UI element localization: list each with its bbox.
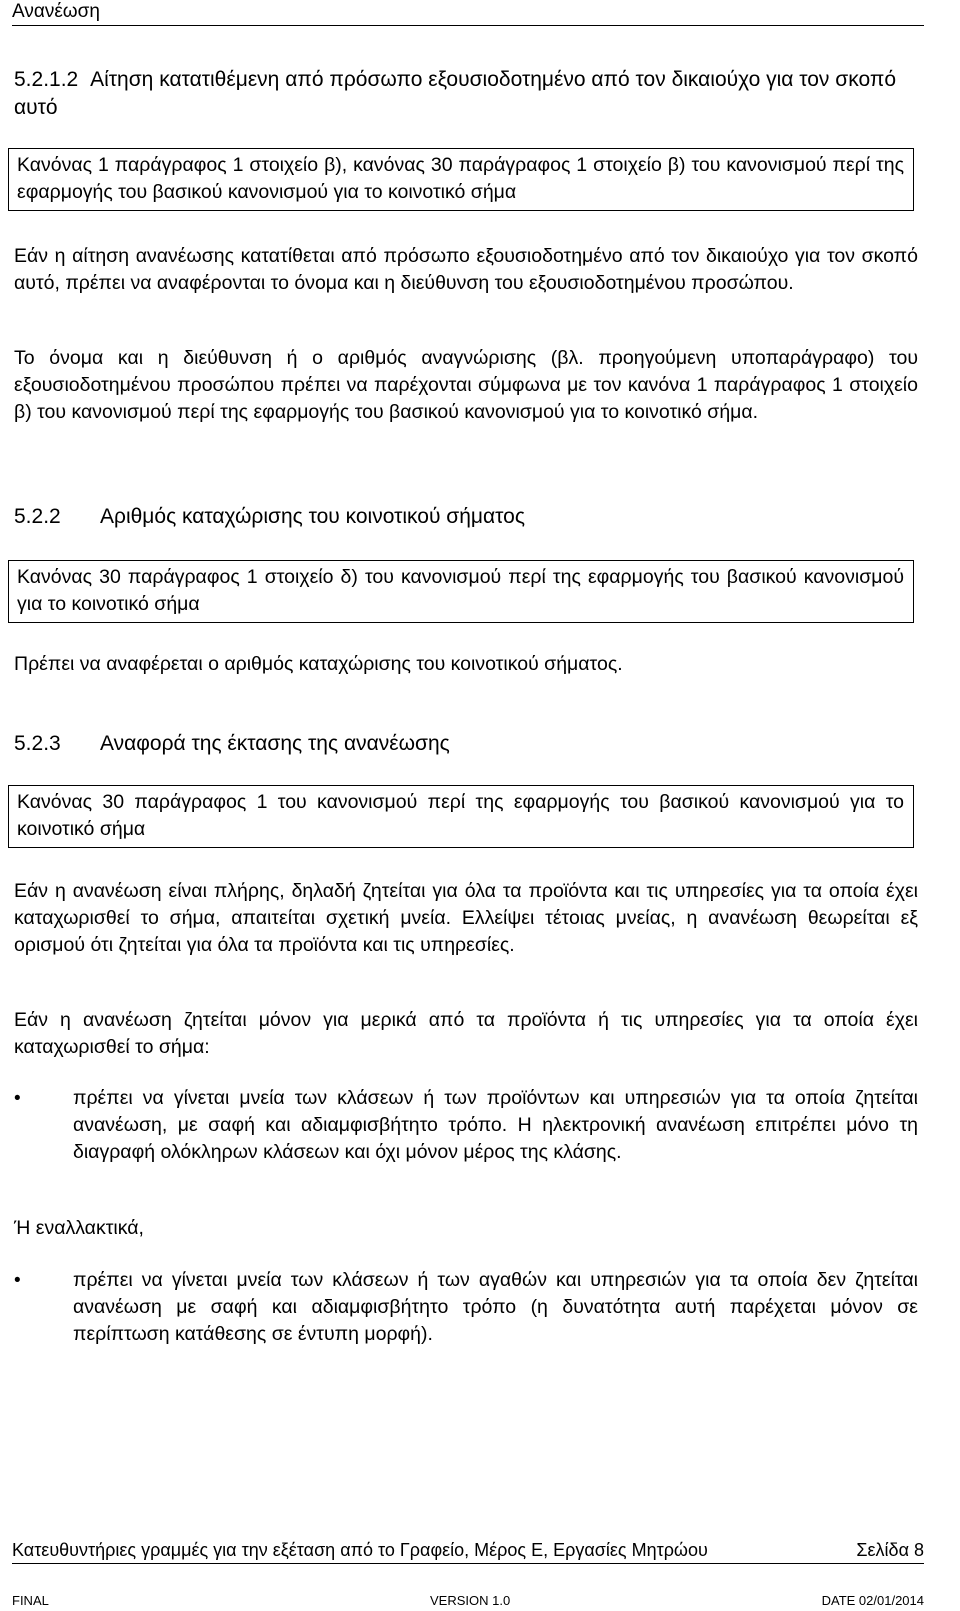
bullet-item	[14, 1267, 918, 1348]
section-title: Αριθμός καταχώρισης του κοινοτικού σήματος	[100, 505, 525, 528]
status-label: FINAL	[12, 1593, 49, 1608]
section-5-2-2-heading	[14, 503, 525, 531]
footer-divider	[12, 1563, 924, 1564]
bullet-icon: •	[14, 1270, 21, 1291]
rule-reference-box: Κανόνας 30 παράγραφος 1 στοιχείο δ) του κανονισμού περί της εφαρμογής του βασικού κανονισμού για το κοινοτικό σήμα	[8, 560, 914, 623]
section-number: 5.2.2	[14, 505, 61, 528]
section-title: Αναφορά της έκτασης της ανανέωσης	[100, 732, 450, 755]
paragraph: Πρέπει να αναφέρεται ο αριθμός καταχώρισης του κοινοτικού σήματος.	[14, 653, 623, 675]
paragraph: Εάν η ανανέωση είναι πλήρης, δηλαδή ζητείται για όλα τα προϊόντα και τις υπηρεσίες για τα οποία έχει καταχωρισθεί το σήμα, απαιτείται σχετική μνεία. Ελλείψει τέτοιας μνείας, η ανανέωση θεωρείται εξ ορισμού ότι ζητείται για όλα τα προϊόντα και τις υπηρεσίες.	[14, 880, 918, 956]
paragraph: Ή εναλλακτικά,	[14, 1217, 144, 1239]
bullet-item	[14, 1085, 918, 1166]
paragraph: Εάν η αίτηση ανανέωσης κατατίθεται από πρόσωπο εξουσιοδοτημένο από τον δικαιούχο για τον σκοπό αυτό, πρέπει να αναφέρονται το όνομα και η διεύθυνση του εξουσιοδοτημένου προσώπου.	[14, 245, 918, 294]
section-number: 5.2.1.2	[14, 68, 79, 91]
running-header: Ανανέωση	[12, 1, 100, 22]
section-5-2-1-2-heading	[14, 66, 914, 122]
header-divider	[12, 25, 924, 26]
paragraph: Το όνομα και η διεύθυνση ή ο αριθμός αναγνώρισης (βλ. προηγούμενη υποπαράγραφο) του εξουσιοδοτημένου προσώπου πρέπει να παρέχονται σύμφωνα με τον κανόνα 1 παράγραφος 1 στοιχείο β) του κανονισμού περί της εφαρμογής του βασικού κανονισμού για το κοινοτικό σήμα.	[14, 347, 918, 423]
section-number: 5.2.3	[14, 732, 61, 755]
bullet-text: πρέπει να γίνεται μνεία των κλάσεων ή των αγαθών και υπηρεσιών για τα οποία δεν ζητείται ανανέωση με σαφή και αδιαμφισβήτητο τρόπο (η δυνατότητα αυτή παρέχεται μόνον σε περίπτωση κατάθεσης σε έντυπη μορφή).	[73, 1269, 918, 1345]
section-5-2-3-heading	[14, 730, 450, 758]
section-title: Αίτηση κατατιθέμενη από πρόσωπο εξουσιοδοτημένο από τον δικαιούχο για τον σκοπό αυτό	[14, 68, 897, 119]
version-label: VERSION 1.0	[430, 1593, 511, 1608]
rule-reference-box: Κανόνας 30 παράγραφος 1 του κανονισμού περί της εφαρμογής του βασικού κανονισμού για το κοινοτικό σήμα	[8, 785, 914, 848]
bullet-text: πρέπει να γίνεται μνεία των κλάσεων ή των προϊόντων και υπηρεσιών για τα οποία ζητείται ανανέωση, με σαφή και αδιαμφισβήτητο τρόπο. Η ηλεκτρονική ανανέωση επιτρέπει μόνο τη διαγραφή ολόκληρων κλάσεων και όχι μόνον μέρος της κλάσης.	[73, 1087, 918, 1163]
paragraph: Εάν η ανανέωση ζητείται μόνον για μερικά από τα προϊόντα ή τις υπηρεσίες για τα οποία έχει καταχωρισθεί το σήμα:	[14, 1009, 918, 1058]
bullet-icon: •	[14, 1088, 21, 1109]
date-label: DATE 02/01/2014	[821, 1593, 924, 1608]
page-number: Σελίδα 8	[856, 1540, 924, 1560]
rule-reference-box: Κανόνας 1 παράγραφος 1 στοιχείο β), κανόνας 30 παράγραφος 1 στοιχείο β) του κανονισμού περί της εφαρμογής του βασικού κανονισμού για το κοινοτικό σήμα	[8, 148, 914, 211]
footer-title: Κατευθυντήριες γραμμές για την εξέταση από το Γραφείο, Μέρος Ε, Εργασίες Μητρώου	[12, 1540, 708, 1560]
